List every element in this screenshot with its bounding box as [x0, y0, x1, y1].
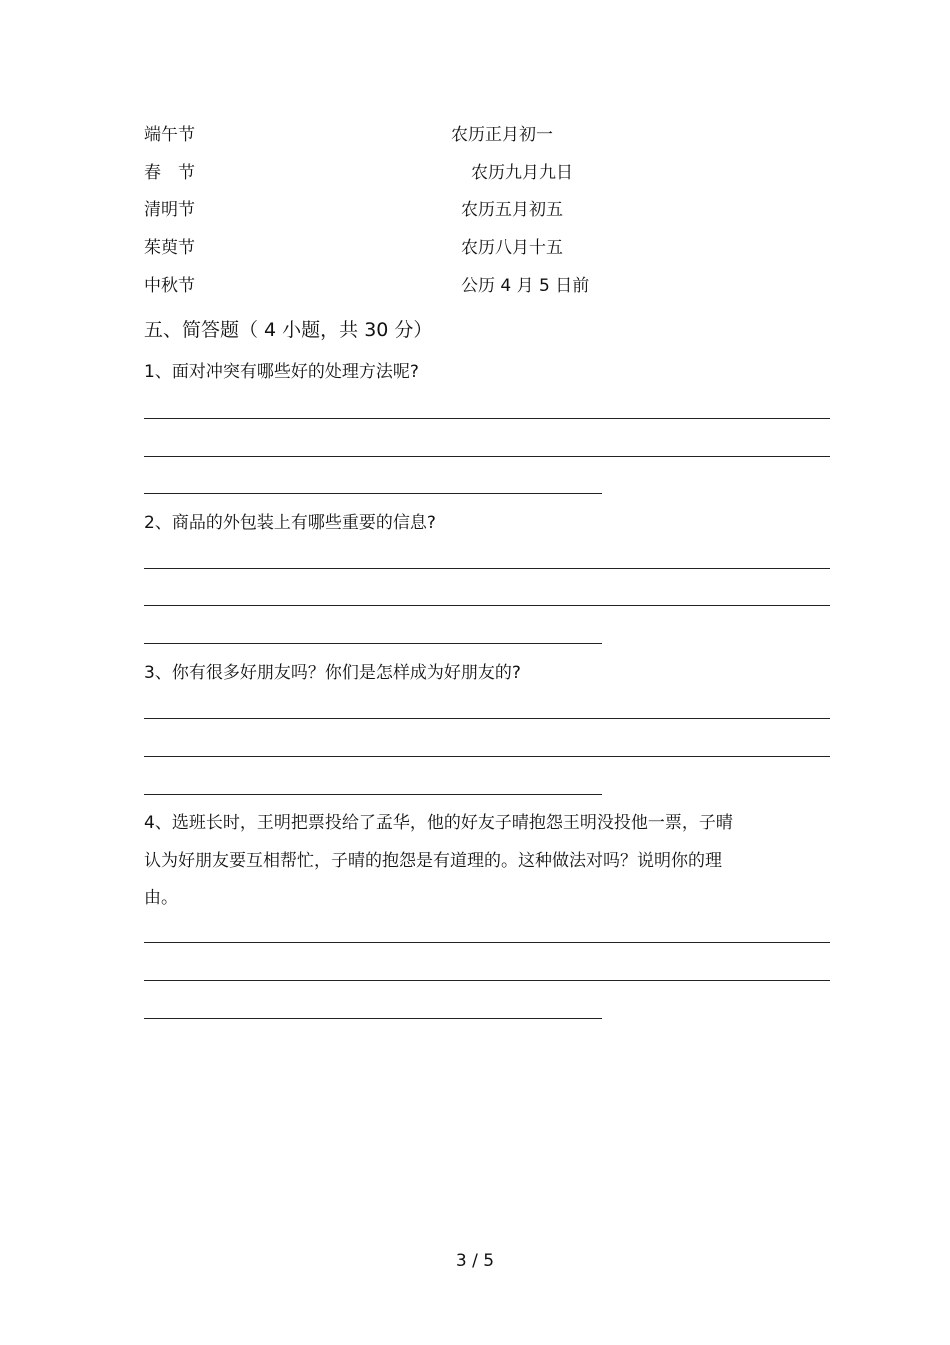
answer-line[interactable] — [144, 794, 602, 795]
answer-line[interactable] — [144, 605, 830, 606]
date-item: 农历九月九日 — [471, 163, 573, 183]
festival-item: 端午节 — [144, 125, 195, 145]
answer-line[interactable] — [144, 980, 830, 981]
question-text: 1、面对冲突有哪些好的处理方法呢? — [144, 362, 419, 382]
answer-line[interactable] — [144, 643, 602, 644]
festival-item: 清明节 — [144, 200, 195, 220]
festival-item: 中秋节 — [144, 276, 195, 296]
date-item: 农历五月初五 — [461, 200, 563, 220]
answer-line[interactable] — [144, 568, 830, 569]
page-number: 3 / 5 — [455, 1251, 495, 1271]
date-item: 农历正月初一 — [451, 125, 553, 145]
answer-line[interactable] — [144, 456, 830, 457]
question-text-line: 认为好朋友要互相帮忙，子晴的抱怨是有道理的。这种做法对吗？说明你的理 — [144, 851, 722, 871]
question-text: 2、商品的外包装上有哪些重要的信息? — [144, 513, 436, 533]
question-text-line: 4、选班长时，王明把票投给了孟华，他的好友子晴抱怨王明没投他一票，子晴 — [144, 813, 733, 833]
answer-line[interactable] — [144, 493, 602, 494]
festival-item: 茱萸节 — [144, 238, 195, 258]
date-item: 农历八月十五 — [461, 238, 563, 258]
question-text: 3、你有很多好朋友吗？你们是怎样成为好朋友的? — [144, 663, 521, 683]
answer-line[interactable] — [144, 756, 830, 757]
answer-line[interactable] — [144, 1018, 602, 1019]
festival-item: 春 节 — [144, 163, 195, 183]
section-title: 五、简答题（ 4 小题，共 30 分） — [144, 319, 433, 341]
question-text-line: 由。 — [144, 888, 178, 908]
answer-line[interactable] — [144, 942, 830, 943]
answer-line[interactable] — [144, 418, 830, 419]
answer-line[interactable] — [144, 718, 830, 719]
date-item: 公历 4 月 5 日前 — [461, 276, 590, 296]
